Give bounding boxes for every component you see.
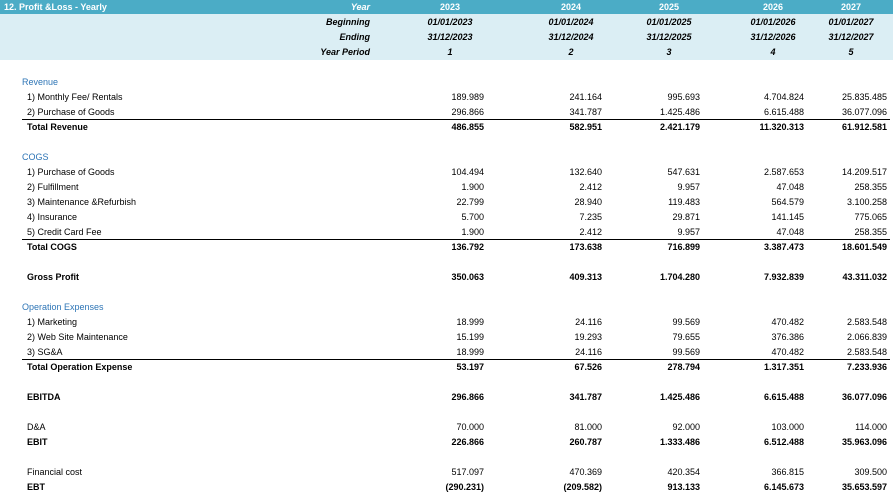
total-label-ebit: EBIT [27, 437, 48, 447]
value-cell-financial-cost: 309.500 [854, 467, 887, 477]
ending-date: 31/12/2027 [828, 32, 874, 42]
value-cell-5-credit-card-fee: 2.412 [579, 227, 602, 237]
value-cell-1-purchase-of-goods: 14.209.517 [841, 167, 887, 177]
value-cell-financial-cost: 517.097 [451, 467, 484, 477]
value-cell-ebitda: 296.866 [451, 392, 484, 402]
value-cell-4-insurance: 775.065 [854, 212, 887, 222]
value-cell-gross-profit: 1.704.280 [659, 272, 700, 282]
value-cell-total-operation-expense: 53.197 [456, 362, 484, 372]
value-cell-ebit: 6.512.488 [763, 437, 804, 447]
value-cell-total-cogs: 3.387.473 [763, 242, 804, 252]
ending-date: 31/12/2023 [427, 32, 473, 42]
value-cell-d-a: 114.000 [855, 422, 887, 432]
value-cell-financial-cost: 420.354 [667, 467, 700, 477]
value-cell-5-credit-card-fee: 9.957 [677, 227, 700, 237]
value-cell-d-a: 81.000 [574, 422, 602, 432]
beginning-date: 01/01/2023 [427, 17, 473, 27]
value-cell-2-web-site-maintenance: 79.655 [672, 332, 700, 342]
value-cell-2-fulfillment: 9.957 [677, 182, 700, 192]
value-cell-3-maintenance-refurbish: 28.940 [574, 197, 602, 207]
beginning-date: 01/01/2026 [750, 17, 796, 27]
value-cell-4-insurance: 141.145 [771, 212, 804, 222]
value-cell-1-monthly-fee-rentals: 25.835.485 [841, 92, 887, 102]
year-header-2025: 2025 [658, 2, 680, 12]
value-cell-total-operation-expense: 1.317.351 [763, 362, 804, 372]
value-cell-2-fulfillment: 47.048 [776, 182, 804, 192]
value-cell-3-sg-a: 18.999 [456, 347, 484, 357]
item-label-d-a: D&A [27, 422, 46, 432]
ending-date: 31/12/2025 [646, 32, 692, 42]
value-cell-financial-cost: 470.369 [569, 467, 602, 477]
ending-date: 31/12/2026 [750, 32, 796, 42]
value-cell-2-web-site-maintenance: 19.293 [574, 332, 602, 342]
value-cell-5-credit-card-fee: 258.355 [854, 227, 887, 237]
value-cell-1-marketing: 18.999 [456, 317, 484, 327]
beginning-date: 01/01/2027 [828, 17, 874, 27]
value-cell-2-purchase-of-goods: 296.866 [451, 107, 484, 117]
beginning-date: 01/01/2024 [548, 17, 594, 27]
item-label-3-maintenance-refurbish: 3) Maintenance &Refurbish [27, 197, 137, 207]
value-cell-1-monthly-fee-rentals: 995.693 [667, 92, 700, 102]
value-cell-2-purchase-of-goods: 1.425.486 [659, 107, 700, 117]
value-cell-3-sg-a: 2.583.548 [846, 347, 887, 357]
section-label-cogs: COGS [22, 152, 49, 162]
total-label-ebt: EBT [27, 482, 45, 492]
value-cell-1-marketing: 99.569 [672, 317, 700, 327]
ending-date: 31/12/2024 [548, 32, 594, 42]
value-cell-gross-profit: 409.313 [569, 272, 602, 282]
value-cell-2-web-site-maintenance: 376.386 [771, 332, 804, 342]
value-cell-ebitda: 36.077.096 [841, 392, 887, 402]
value-cell-1-purchase-of-goods: 2.587.653 [763, 167, 804, 177]
total-label-total-operation-expense: Total Operation Expense [27, 362, 133, 372]
value-cell-1-marketing: 2.583.548 [846, 317, 887, 327]
value-cell-3-maintenance-refurbish: 3.100.258 [846, 197, 887, 207]
value-cell-gross-profit: 43.311.032 [842, 272, 887, 282]
value-cell-2-web-site-maintenance: 15.199 [456, 332, 484, 342]
value-cell-total-operation-expense: 67.526 [574, 362, 602, 372]
value-cell-total-revenue: 11.320.313 [759, 122, 804, 132]
report-title: 12. Profit &Loss - Yearly [4, 2, 107, 12]
value-cell-ebt: (290.231) [445, 482, 484, 492]
item-label-2-fulfillment: 2) Fulfillment [27, 182, 79, 192]
value-cell-1-marketing: 24.116 [575, 317, 602, 327]
value-cell-ebit: 35.963.096 [841, 437, 887, 447]
year-period: 2 [568, 47, 574, 57]
value-cell-gross-profit: 7.932.839 [763, 272, 804, 282]
item-label-3-sg-a: 3) SG&A [27, 347, 63, 357]
value-cell-gross-profit: 350.063 [451, 272, 484, 282]
value-cell-total-revenue: 2.421.179 [659, 122, 700, 132]
value-cell-2-purchase-of-goods: 341.787 [569, 107, 602, 117]
year-header-2023: 2023 [439, 2, 461, 12]
value-cell-ebt: 6.145.673 [763, 482, 804, 492]
value-cell-ebit: 1.333.486 [659, 437, 700, 447]
value-cell-1-marketing: 470.482 [771, 317, 804, 327]
year-header-2024: 2024 [560, 2, 582, 12]
value-cell-ebit: 226.866 [451, 437, 484, 447]
value-cell-3-maintenance-refurbish: 119.483 [668, 197, 700, 207]
value-cell-d-a: 70.000 [456, 422, 484, 432]
section-label-operation-expenses: Operation Expenses [22, 302, 104, 312]
ending-label: Ending [339, 32, 370, 42]
value-cell-3-maintenance-refurbish: 22.799 [456, 197, 484, 207]
value-cell-3-maintenance-refurbish: 564.579 [771, 197, 804, 207]
value-cell-financial-cost: 366.815 [771, 467, 804, 477]
value-cell-ebitda: 1.425.486 [659, 392, 700, 402]
value-cell-2-purchase-of-goods: 36.077.096 [841, 107, 887, 117]
item-label-2-purchase-of-goods: 2) Purchase of Goods [27, 107, 115, 117]
item-label-4-insurance: 4) Insurance [27, 212, 78, 222]
value-cell-total-revenue: 486.855 [451, 122, 484, 132]
total-label-ebitda: EBITDA [27, 392, 61, 402]
section-label-revenue: Revenue [22, 77, 59, 87]
item-label-2-web-site-maintenance: 2) Web Site Maintenance [27, 332, 128, 342]
value-cell-total-revenue: 582.951 [569, 122, 602, 132]
value-cell-d-a: 103.000 [771, 422, 804, 432]
value-cell-4-insurance: 29.871 [672, 212, 700, 222]
value-cell-3-sg-a: 99.569 [672, 347, 700, 357]
value-cell-4-insurance: 5.700 [461, 212, 484, 222]
value-cell-1-monthly-fee-rentals: 4.704.824 [763, 92, 804, 102]
value-cell-2-purchase-of-goods: 6.615.488 [763, 107, 804, 117]
item-label-1-purchase-of-goods: 1) Purchase of Goods [27, 167, 115, 177]
value-cell-total-operation-expense: 278.794 [667, 362, 700, 372]
value-cell-2-fulfillment: 258.355 [854, 182, 887, 192]
value-cell-ebt: (209.582) [563, 482, 602, 492]
value-cell-1-purchase-of-goods: 132.640 [569, 167, 602, 177]
year-period: 5 [848, 47, 854, 57]
total-label-gross-profit: Gross Profit [27, 272, 80, 282]
value-cell-d-a: 92.000 [672, 422, 700, 432]
item-label-financial-cost: Financial cost [27, 467, 83, 477]
value-cell-2-web-site-maintenance: 2.066.839 [846, 332, 887, 342]
value-cell-2-fulfillment: 2.412 [579, 182, 602, 192]
year-header-2027: 2027 [840, 2, 862, 12]
value-cell-ebt: 913.133 [667, 482, 700, 492]
value-cell-ebitda: 341.787 [569, 392, 602, 402]
item-label-1-monthly-fee-rentals: 1) Monthly Fee/ Rentals [27, 92, 123, 102]
value-cell-ebt: 35.653.597 [841, 482, 887, 492]
value-cell-3-sg-a: 470.482 [771, 347, 804, 357]
value-cell-4-insurance: 7.235 [579, 212, 602, 222]
item-label-1-marketing: 1) Marketing [27, 317, 78, 327]
item-label-5-credit-card-fee: 5) Credit Card Fee [27, 227, 102, 237]
value-cell-total-operation-expense: 7.233.936 [846, 362, 887, 372]
value-cell-total-cogs: 136.792 [451, 242, 484, 252]
value-cell-total-revenue: 61.912.581 [841, 122, 887, 132]
year-period: 4 [770, 47, 776, 57]
year-period: 3 [666, 47, 672, 57]
value-cell-2-fulfillment: 1.900 [461, 182, 484, 192]
value-cell-ebitda: 6.615.488 [763, 392, 804, 402]
year-period: 1 [447, 47, 453, 57]
value-cell-3-sg-a: 24.116 [575, 347, 602, 357]
beginning-date: 01/01/2025 [646, 17, 692, 27]
value-cell-ebit: 260.787 [569, 437, 602, 447]
period-label: Year Period [320, 47, 370, 57]
total-label-total-revenue: Total Revenue [27, 122, 88, 132]
year-header-2026: 2026 [762, 2, 784, 12]
value-cell-1-purchase-of-goods: 547.631 [667, 167, 700, 177]
value-cell-1-purchase-of-goods: 104.494 [451, 167, 484, 177]
value-cell-total-cogs: 18.601.549 [841, 242, 887, 252]
value-cell-5-credit-card-fee: 47.048 [776, 227, 804, 237]
value-cell-1-monthly-fee-rentals: 241.164 [569, 92, 602, 102]
value-cell-5-credit-card-fee: 1.900 [461, 227, 484, 237]
value-cell-total-cogs: 173.638 [569, 242, 602, 252]
value-cell-total-cogs: 716.899 [667, 242, 700, 252]
year-label: Year [350, 2, 370, 12]
total-label-total-cogs: Total COGS [27, 242, 77, 252]
beginning-label: Beginning [326, 17, 370, 27]
value-cell-1-monthly-fee-rentals: 189.989 [451, 92, 484, 102]
